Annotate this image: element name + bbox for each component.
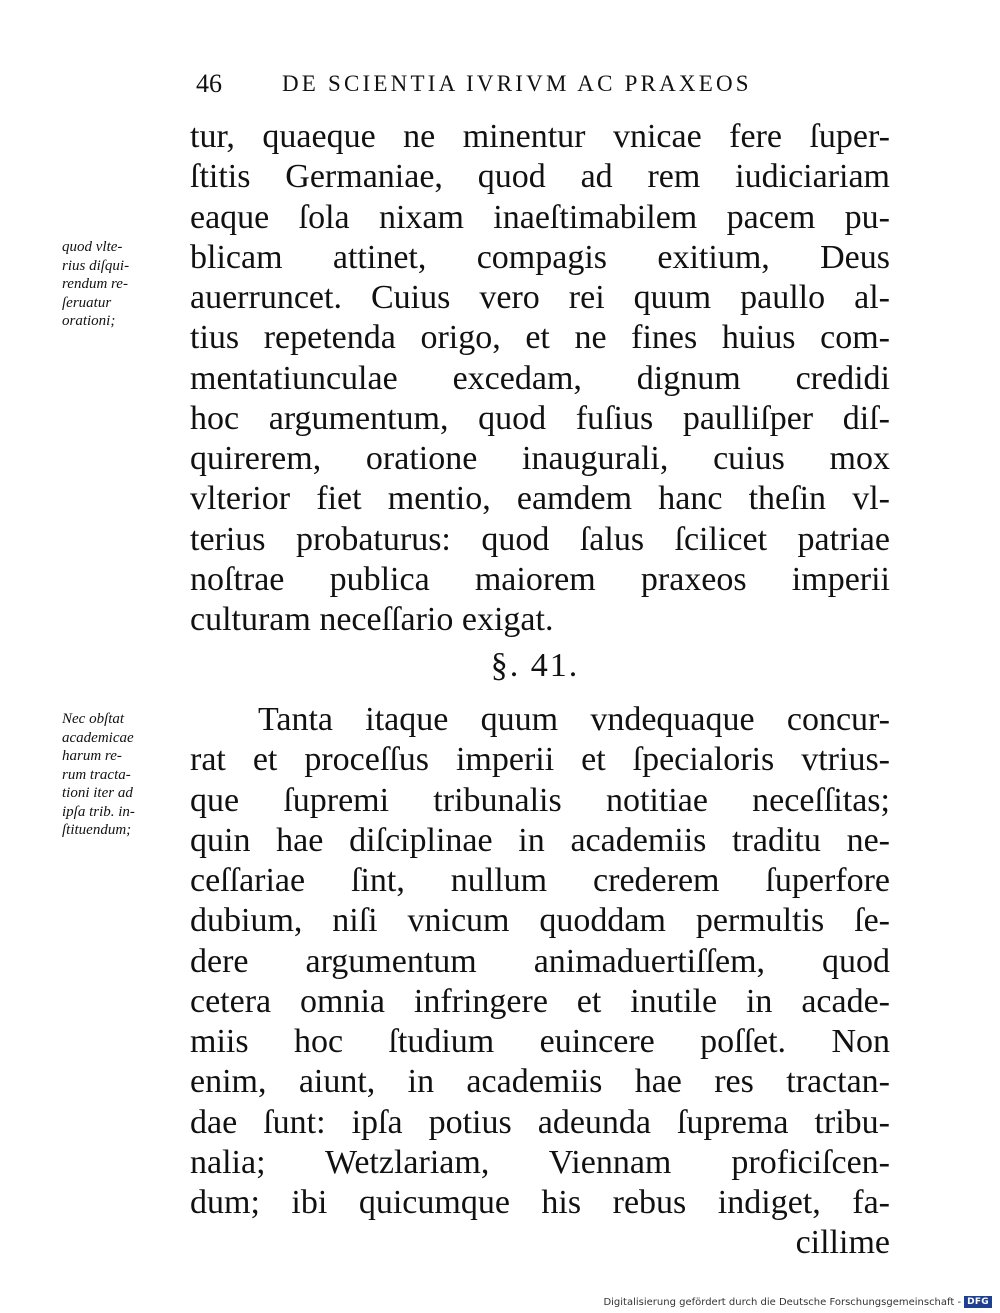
text-line: ſtitis Germaniae, quod ad rem iudiciariam	[190, 158, 890, 196]
credit-text: Digitalisierung gefördert durch die Deutsche Forschungsgemeinschaft -	[603, 1296, 962, 1308]
marginal-note-line: rendum re-	[62, 276, 128, 292]
text-line: eaque ſola nixam inaeſtimabilem pacem pu-	[190, 198, 890, 236]
running-head: DE SCIENTIA IVRIVM AC PRAXEOS	[282, 71, 752, 96]
marginal-note-line: orationi;	[62, 313, 116, 329]
text-line: nalia; Wetzlariam, Viennam proficiſcen-	[190, 1143, 890, 1181]
marginal-note-line: quod vlte-	[62, 239, 123, 255]
text-line: quin hae diſciplinae in academiis traditu ne-	[190, 821, 890, 859]
text-line: dubium, niſi vnicum quoddam permultis ſe-	[190, 902, 890, 940]
text-line: enim, aiunt, in academiis hae res tractan-	[190, 1063, 890, 1101]
text-line: quirerem, oratione inaugurali, cuius mox	[190, 440, 890, 477]
marginal-note-line: academicae	[62, 729, 134, 746]
marginal-note-2	[62, 710, 186, 840]
text-line: dae ſunt: ipſa potius adeunda ſuprema tribu-	[190, 1103, 890, 1141]
page-header	[196, 66, 896, 102]
text-line: noſtrae publica maiorem praxeos imperii	[190, 560, 890, 598]
text-line: dere argumentum animaduertiſſem, quod	[190, 942, 890, 980]
text-line: vlterior fiet mentio, eamdem hanc theſin vl-	[190, 480, 890, 518]
text-line: tius repetenda origo, et ne fines huius com-	[190, 319, 890, 357]
catchword: cillime	[795, 1224, 890, 1262]
text-line: tur, quaeque ne minentur vnicae fere ſuper-	[190, 118, 890, 155]
marginal-note-line: harum re-	[62, 748, 122, 764]
marginal-note-line: ſtituendum;	[62, 822, 132, 838]
marginal-note-line: Nec obſtat	[62, 711, 125, 727]
paragraph-1	[190, 117, 890, 640]
text-line: mentatiunculae excedam, dignum credidi	[190, 359, 890, 397]
marginal-note-line: ipſa trib. in-	[62, 803, 135, 820]
text-line: dum; ibi quicumque his rebus indiget, fa-	[190, 1184, 890, 1221]
text-line: terius probaturus: quod ſalus ſcilicet patriae	[190, 520, 890, 558]
section-heading: §. 41.	[490, 647, 580, 684]
digitization-credit	[603, 1293, 992, 1311]
dfg-logo: DFG	[964, 1296, 992, 1308]
text-line: rat et proceſſus imperii et ſpecialoris vtrius-	[190, 741, 890, 779]
text-line: cetera omnia infringere et inutile in acade-	[190, 982, 890, 1020]
page-number: 46	[196, 69, 222, 98]
text-line: ceſſariae ſint, nullum crederem ſuperfore	[190, 862, 890, 899]
text-line: culturam neceſſario exigat.	[190, 601, 554, 638]
text-line: blicam attinet, compagis exitium, Deus	[190, 238, 890, 276]
marginal-note-line: rum tracta-	[62, 766, 131, 783]
marginal-note-line: ſeruatur	[62, 294, 112, 311]
text-line: hoc argumentum, quod fuſius paulliſper diſ-	[190, 399, 890, 437]
text-line: miis hoc ſtudium euincere poſſet. Non	[190, 1023, 890, 1060]
marginal-note-line: tioni iter ad	[62, 785, 133, 801]
text-line: auerruncet. Cuius vero rei quum paullo al-	[190, 279, 890, 316]
marginal-note-1	[62, 238, 186, 331]
text-line: Tanta itaque quum vndequaque concur-	[258, 701, 890, 738]
marginal-note-line: rius diſqui-	[62, 257, 130, 274]
paragraph-2	[190, 700, 890, 1264]
text-line: que ſupremi tribunalis notitiae neceſſitas;	[190, 781, 890, 819]
